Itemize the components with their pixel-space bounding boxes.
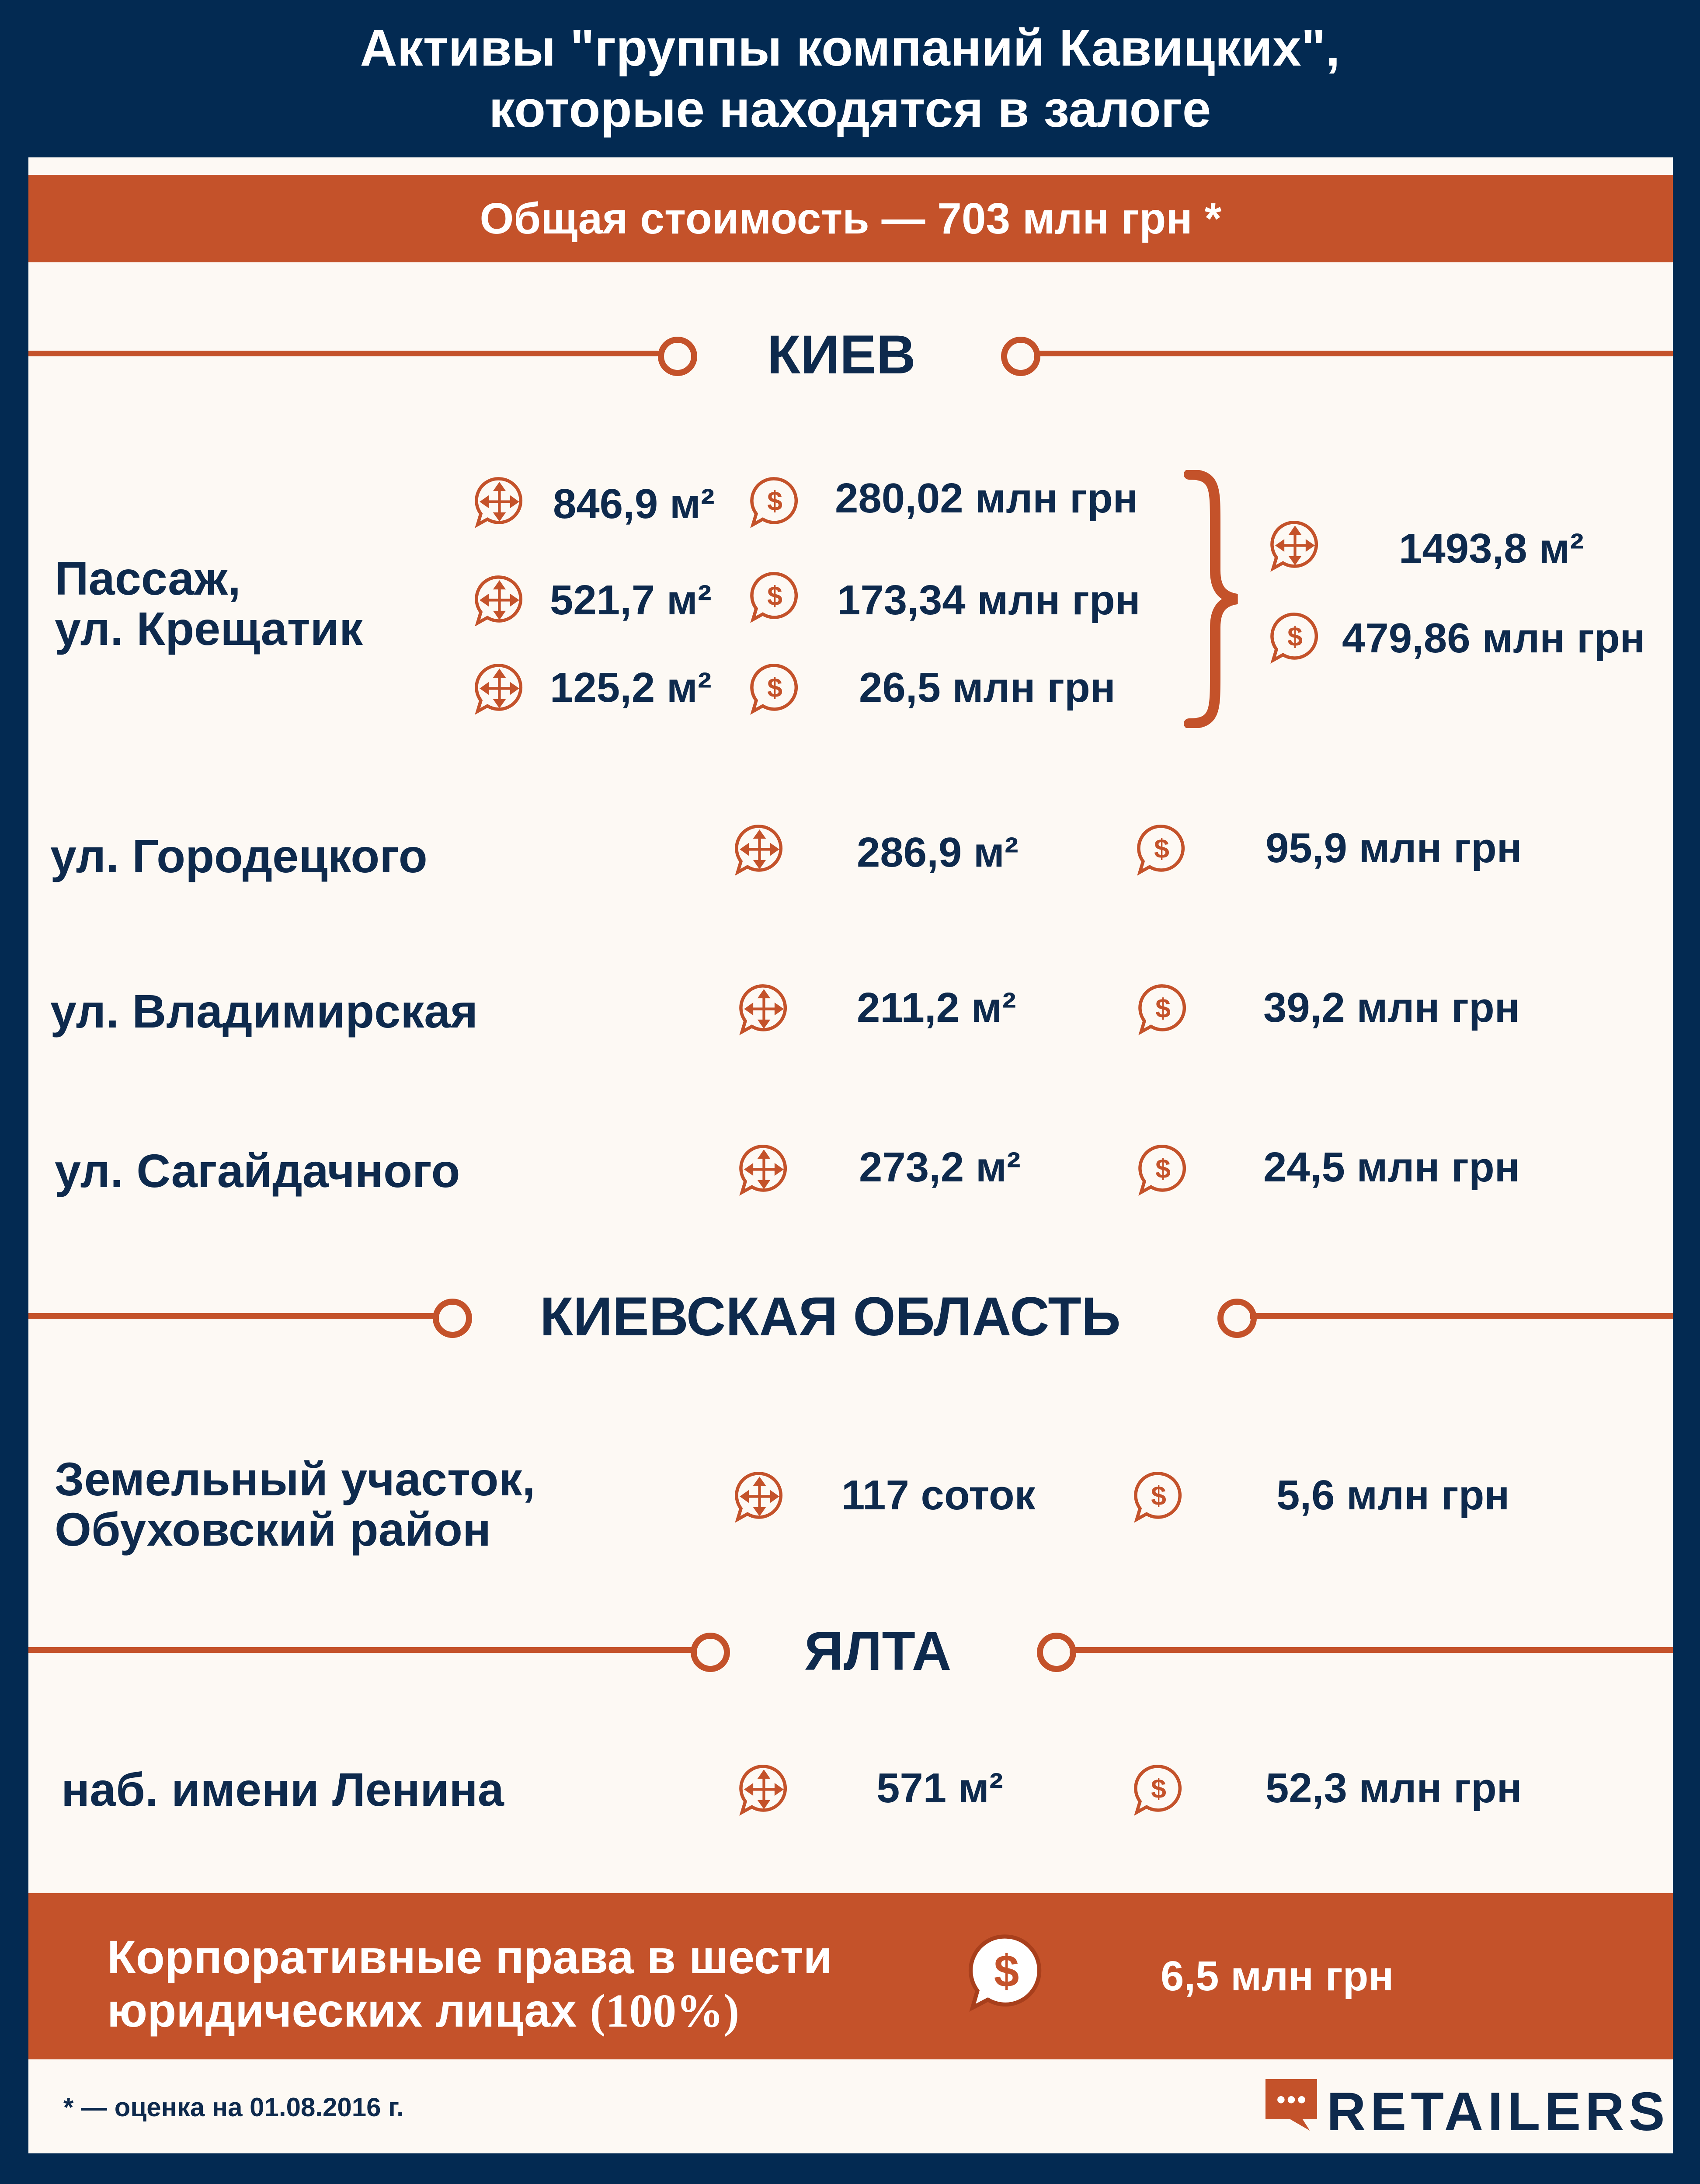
- area-arrows-icon: [732, 1469, 787, 1524]
- land-label-line-1: Земельный участок,: [55, 1453, 535, 1505]
- dollar-bubble-icon: [747, 661, 802, 716]
- passage-area-1: 846,9 м²: [553, 481, 715, 527]
- area-arrows-icon: [732, 822, 787, 877]
- divider-line-left: [28, 1647, 695, 1653]
- divider-ring-left: [658, 337, 697, 376]
- corporate-label-line-2: юридических лицах (100%): [107, 1984, 740, 2037]
- section-title-kyiv-region: КИЕВСКАЯ ОБЛАСТЬ: [540, 1286, 1121, 1347]
- divider-line-left: [28, 1313, 437, 1319]
- asset-label-lenina: наб. имени Ленина: [61, 1763, 504, 1816]
- area-arrows-icon: [472, 474, 527, 529]
- lenina-area: 571 м²: [876, 1765, 1003, 1811]
- asset-label-sagaidachnogo: ул. Сагайдачного: [55, 1144, 460, 1197]
- vladimirskaya-price: 39,2 млн грн: [1263, 984, 1520, 1031]
- asset-label-land: [55, 1454, 535, 1554]
- svg-text:$: $: [767, 672, 782, 704]
- corporate-rights-band: [28, 1893, 1673, 2059]
- passage-total-area: 1493,8 м²: [1399, 525, 1584, 572]
- svg-text:$: $: [994, 1945, 1019, 1996]
- passage-label-line-1: Пассаж,: [55, 552, 241, 605]
- footnote: * — оценка на 01.08.2016 г.: [63, 2093, 404, 2122]
- logo-text: RETAILERS: [1327, 2082, 1669, 2142]
- passage-area-3: 125,2 м²: [550, 664, 712, 711]
- retailers-logo: [1265, 2079, 1669, 2142]
- title-line-1: Активы "группы компаний Кавицких",: [360, 19, 1340, 77]
- dollar-bubble-icon: [1131, 1469, 1186, 1524]
- passage-area-2: 521,7 м²: [550, 577, 712, 624]
- svg-text:$: $: [767, 581, 782, 612]
- svg-text:$: $: [1155, 993, 1171, 1024]
- passage-total-price: 479,86 млн грн: [1342, 615, 1645, 662]
- gorodetskogo-price: 95,9 млн грн: [1265, 825, 1522, 871]
- total-cost-band: [28, 175, 1673, 262]
- svg-text:$: $: [1151, 1773, 1166, 1804]
- chat-dots-icon: [1265, 2079, 1317, 2131]
- area-arrows-icon: [737, 1762, 791, 1817]
- dollar-bubble-icon: [747, 569, 802, 624]
- area-arrows-icon: [737, 982, 791, 1036]
- dollar-bubble-icon: [966, 1932, 1047, 2013]
- divider-line-right: [1070, 1647, 1673, 1653]
- svg-text:$: $: [1155, 1153, 1171, 1184]
- divider-ring-right: [1001, 337, 1040, 376]
- dollar-bubble-icon: [1136, 982, 1190, 1036]
- divider-line-right: [1250, 1313, 1673, 1319]
- area-arrows-icon: [472, 661, 527, 716]
- area-arrows-icon: [737, 1142, 791, 1197]
- section-title-yalta: ЯЛТА: [804, 1621, 952, 1682]
- land-area: 117 соток: [841, 1472, 1036, 1519]
- dollar-bubble-icon: [1136, 1142, 1190, 1197]
- land-label-line-2: Обуховский район: [55, 1503, 491, 1556]
- divider-ring-left: [691, 1633, 730, 1672]
- sagaidachnogo-price: 24,5 млн грн: [1263, 1144, 1520, 1191]
- area-arrows-icon: [472, 573, 527, 627]
- passage-label-line-2: ул. Крещатик: [55, 602, 363, 655]
- gorodetskogo-area: 286,9 м²: [857, 829, 1019, 876]
- divider-line-right: [1034, 351, 1673, 356]
- asset-label-vladimirskaya: ул. Владимирская: [50, 985, 478, 1038]
- divider-line-left: [28, 351, 662, 356]
- asset-label-passage: [55, 553, 363, 654]
- lenina-price: 52,3 млн грн: [1265, 1765, 1522, 1811]
- svg-text:$: $: [767, 486, 782, 517]
- total-cost-text: Общая стоимость — 703 млн грн *: [480, 194, 1222, 243]
- vladimirskaya-area: 211,2 м²: [857, 984, 1016, 1031]
- passage-price-1: 280,02 млн грн: [835, 475, 1138, 522]
- passage-price-2: 173,34 млн грн: [837, 577, 1140, 624]
- corporate-rights-value: 6,5 млн грн: [1161, 1953, 1394, 1999]
- area-arrows-icon: [1268, 518, 1322, 573]
- dollar-bubble-icon: [1134, 822, 1189, 877]
- dollar-bubble-icon: [1268, 610, 1322, 665]
- section-title-kyiv: КИЕВ: [767, 324, 916, 385]
- dollar-bubble-icon: [747, 474, 802, 529]
- page-title: [0, 17, 1700, 140]
- sagaidachnogo-area: 273,2 м²: [859, 1144, 1021, 1191]
- corporate-percent: (100%): [590, 1985, 740, 2037]
- corporate-label-line-1: Корпоративные права в шести: [107, 1930, 833, 1983]
- svg-text:$: $: [1287, 621, 1303, 652]
- land-price: 5,6 млн грн: [1276, 1472, 1510, 1519]
- divider-ring-left: [433, 1299, 472, 1338]
- corporate-rights-label: [107, 1930, 938, 2038]
- passage-price-3: 26,5 млн грн: [859, 664, 1116, 711]
- dollar-bubble-icon: [1131, 1762, 1186, 1817]
- asset-label-gorodetskogo: ул. Городецкого: [50, 829, 428, 882]
- svg-text:$: $: [1154, 833, 1169, 864]
- title-line-2: которые находятся в залоге: [489, 80, 1211, 138]
- total-bracket: [1180, 470, 1241, 728]
- svg-text:$: $: [1151, 1480, 1166, 1512]
